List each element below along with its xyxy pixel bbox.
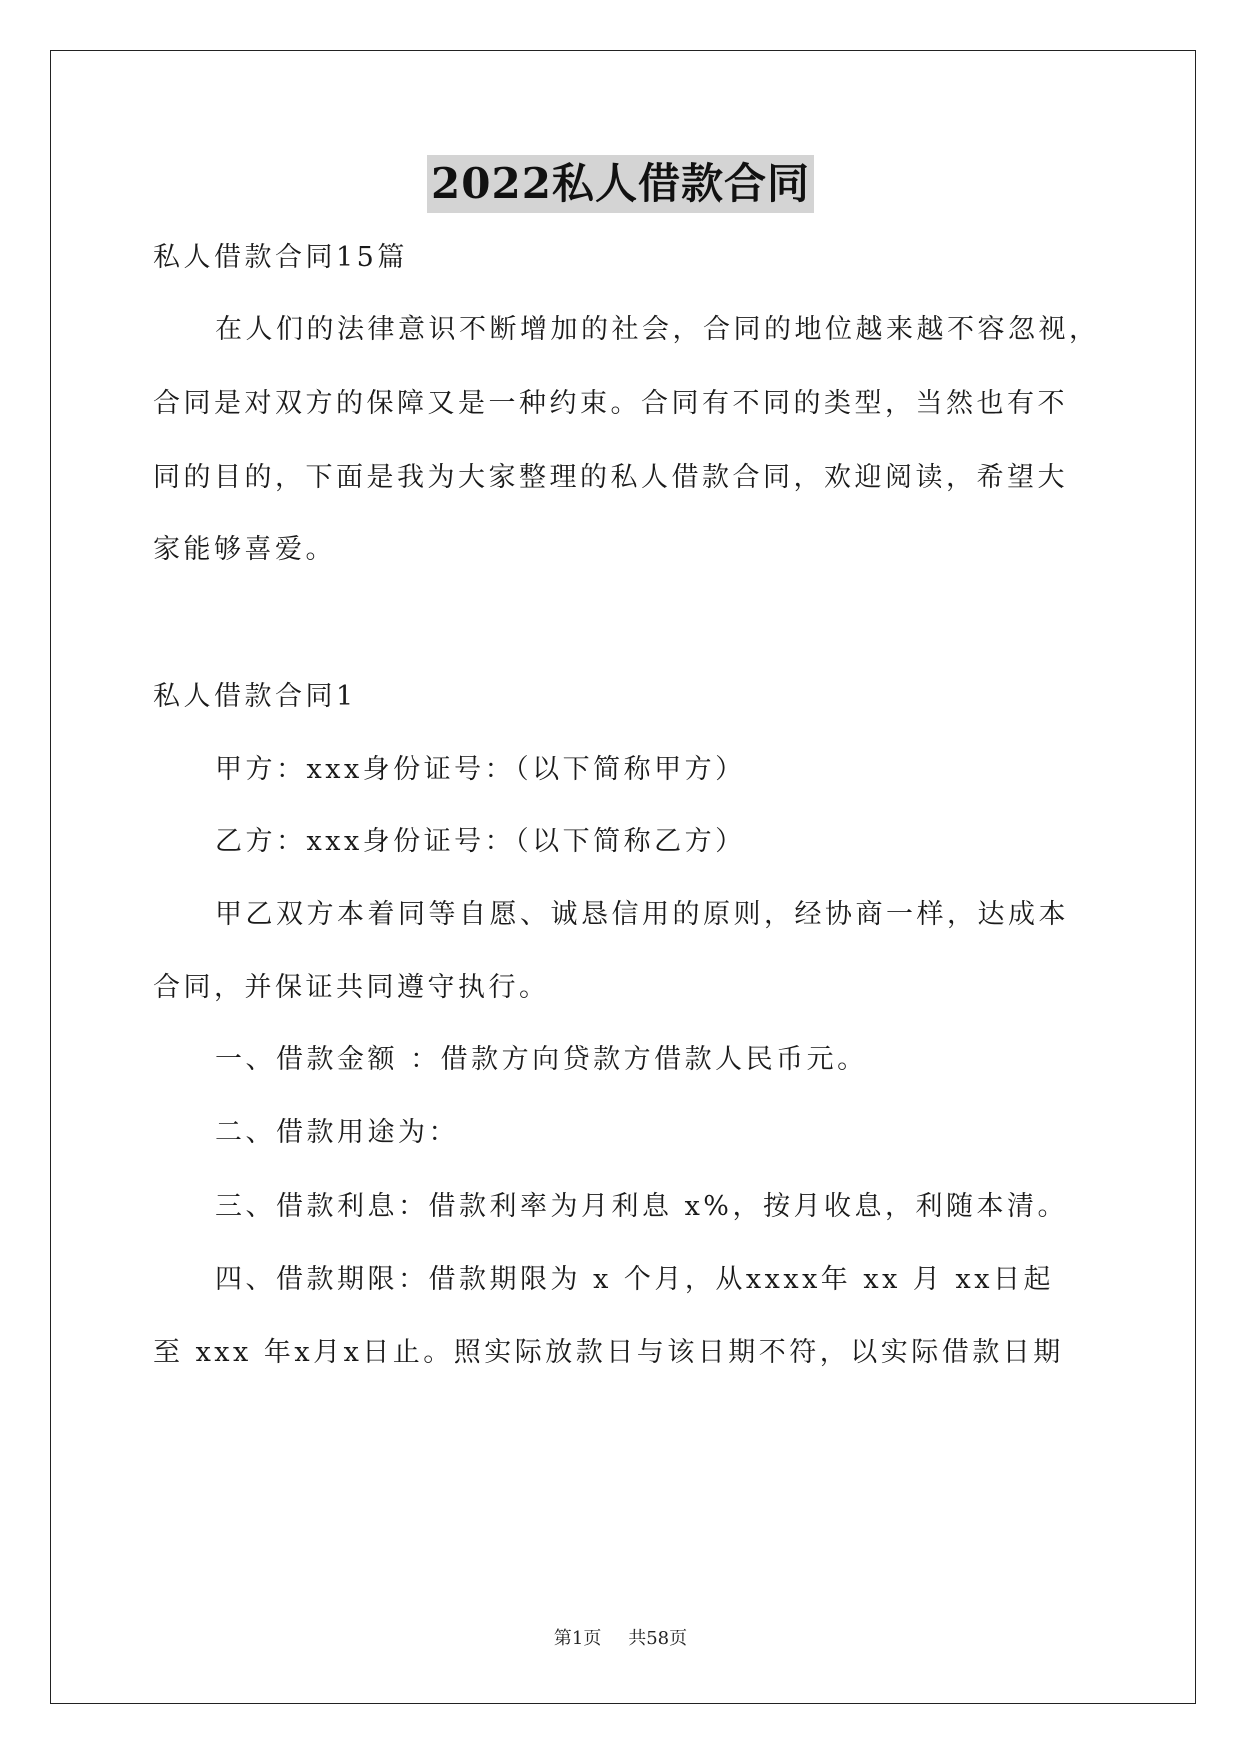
intro-line: 家能够喜爱。 [153, 534, 336, 565]
intro-line: 合同是对双方的保障又是一种约束。合同有不同的类型，当然也有不 [153, 388, 1068, 419]
page-number: 第1页 [553, 1628, 602, 1649]
intro-line: 同的目的，下面是我为大家整理的私人借款合同，欢迎阅读，希望大 [153, 462, 1068, 493]
document-title: 2022私人借款合同 [427, 155, 814, 213]
agreement-line: 甲乙双方本着同等自愿、诚恳信用的原则，经协商一样，达成本 [215, 899, 1069, 930]
section-heading: 私人借款合同1 [153, 681, 357, 712]
subtitle: 私人借款合同15篇 [153, 242, 408, 273]
party-a: 甲方：xxx身份证号：（以下简称甲方） [215, 754, 746, 785]
intro-line: 在人们的法律意识不断增加的社会，合同的地位越来越不容忽视， [215, 314, 1100, 345]
clause-purpose: 二、借款用途为： [215, 1117, 459, 1148]
page-total: 共58页 [628, 1628, 688, 1649]
title-container [0, 155, 1241, 213]
clause-term-line: 四、借款期限：借款期限为 x 个月，从xxxx年 xx 月 xx日起 [215, 1264, 1054, 1295]
party-b: 乙方：xxx身份证号：（以下简称乙方） [215, 826, 746, 857]
agreement-line: 合同，并保证共同遵守执行。 [153, 972, 550, 1003]
page-footer [0, 1624, 1241, 1650]
page-border [50, 50, 1196, 1704]
clause-interest: 三、借款利息：借款利率为月利息 x%，按月收息，利随本清。 [215, 1191, 1068, 1222]
clause-term-line: 至 xxx 年x月x日止。照实际放款日与该日期不符，以实际借款日期 [153, 1337, 1064, 1368]
clause-amount: 一、借款金额 ：借款方向贷款方借款人民币元。 [215, 1044, 868, 1075]
